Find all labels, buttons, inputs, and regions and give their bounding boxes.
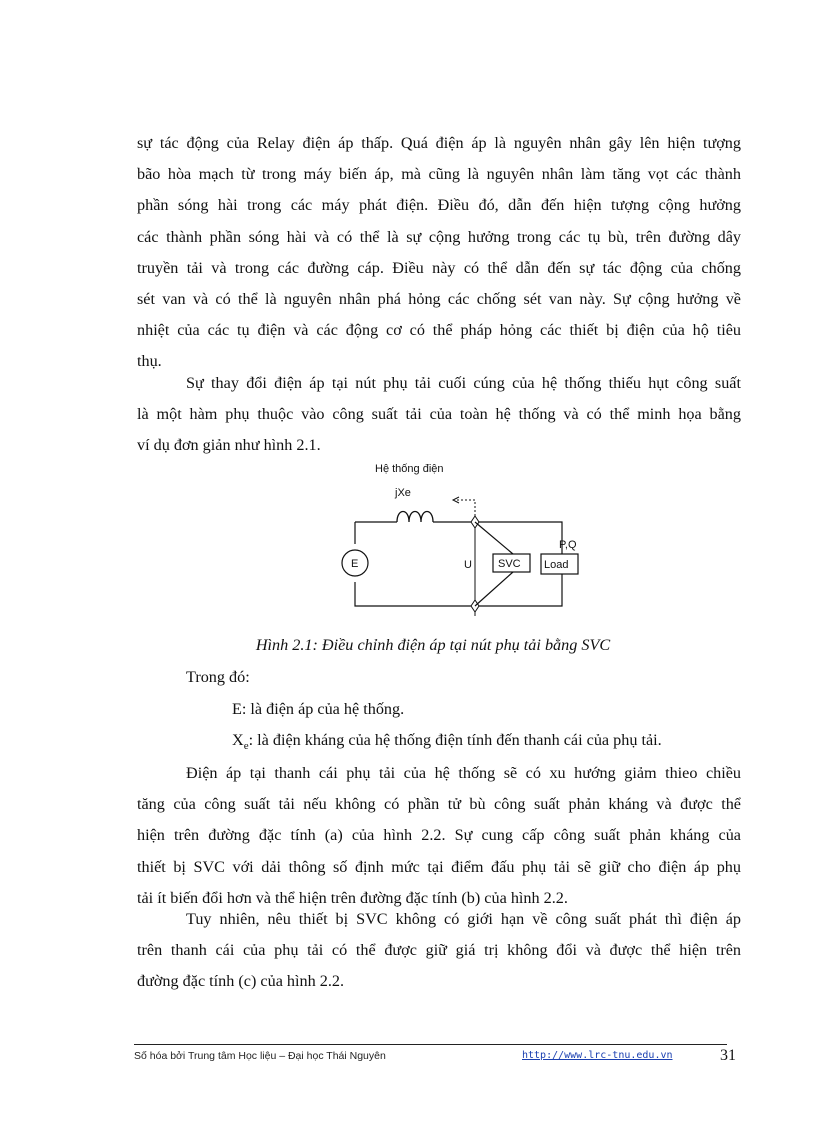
paragraph-line: bão hòa mạch từ trong máy biến áp, mà cũng là nguyên nhân làm tăng vọt các thành	[137, 165, 741, 184]
paragraph-line: tải ít biến đổi hơn và thể hiện trên đường đặc tính (b) của hình 2.2.	[137, 888, 568, 907]
inductor-coil	[397, 512, 433, 523]
wire-bottom-left	[355, 582, 475, 606]
figure-caption	[0, 636, 816, 655]
load-label: Load	[544, 559, 569, 571]
svc-wire-bottom	[475, 572, 513, 606]
wire-bottom-right	[475, 574, 562, 606]
source-label: E	[351, 558, 359, 570]
paragraph-line: tăng của công suất tải nếu không có phần tử bù công suất phản kháng và được thể	[137, 795, 741, 814]
power-label: P,Q	[559, 539, 577, 551]
paragraph-line: Tuy nhiên, nêu thiết bị SVC không có giới hạn về công suất phát thì điện áp	[186, 910, 741, 928]
paragraph-line: Sự thay đổi điện áp tại nút phụ tải cuối cúng của hệ thống thiếu hụt công suất	[186, 374, 741, 392]
paragraph-line: sự tác động của Relay điện áp thấp. Quá điện áp là nguyên nhân gây lên hiện tượng	[137, 134, 741, 152]
xe-symbol: X	[232, 731, 244, 749]
definition-e: E: là điện áp của hệ thống.	[232, 700, 405, 718]
footer-source: Số hóa bởi Trung tâm Học liệu – Đại học Thái Nguyên	[134, 1050, 386, 1062]
paragraph-line: các thành phần sóng hài và có thể là sự cộng hưởng trong các tụ bù, trên đường dây	[137, 227, 741, 246]
wire-top-right	[475, 522, 562, 554]
svc-label: SVC	[498, 558, 521, 570]
paragraph-2	[137, 368, 741, 462]
caption-text: Hình 2.1: Điều chỉnh điện áp tại nút phụ tải bằng SVC	[255, 636, 611, 654]
circuit-diagram	[335, 458, 595, 618]
paragraph-line: trên thanh cái của phụ tải có thể được giữ giá trị không đổi và được thể hiện trên	[137, 941, 741, 960]
footer-link[interactable]: http://www.lrc-tnu.edu.vn	[522, 1050, 673, 1061]
footer-divider	[134, 1044, 727, 1045]
paragraph-line: truyền tải và trong các đường cáp. Điều này có thể dẫn đến sự tác động của chống	[137, 258, 741, 277]
xe-subscript: e	[243, 740, 249, 753]
paragraph-4	[137, 904, 741, 998]
circuit-diagram-figure	[335, 458, 595, 618]
paragraph-3	[137, 758, 741, 914]
paragraph-line: sét van và có thể là nguyên nhân phá hỏng các chống sét van này. Sự cộng hưởng về	[137, 289, 741, 308]
figure-title: Hệ thống điện	[375, 463, 444, 475]
paragraph-line: là một hàm phụ thuộc vào công suất tải của toàn hệ thống và có thể minh họa bằng	[137, 405, 741, 424]
reactance-label: jXe	[395, 487, 411, 499]
definitions-intro: Trong đó:	[186, 668, 250, 686]
paragraph-line: thiết bị SVC với dải thông số định mức tại điểm đấu phụ tải sẽ giữ cho điện áp phụ	[137, 857, 741, 876]
paragraph-1	[137, 128, 741, 378]
svc-wire-top	[475, 522, 513, 554]
paragraph-line: nhiệt của các tụ điện và các động cơ có thể pháp hỏng các thiết bị điện của hộ tiêu	[137, 321, 741, 340]
page-number: 31	[720, 1047, 736, 1064]
xe-definition-text: : là điện kháng của hệ thống điện tính đến thanh cái của phụ tải.	[248, 731, 662, 749]
voltage-label: U	[464, 559, 472, 571]
definition-xe	[232, 731, 662, 752]
paragraph-line: đường đặc tính (c) của hình 2.2.	[137, 972, 345, 991]
paragraph-line: hiện trên đường đặc tính (a) của hình 2.2. Sự cung cấp công suất phản kháng của	[137, 826, 741, 845]
paragraph-line: phần sóng hài trong các máy phát điện. Điều đó, dẫn đến hiện tượng cộng hưởng	[137, 196, 741, 215]
paragraph-line: thụ.	[137, 352, 162, 371]
paragraph-line: Điện áp tại thanh cái phụ tải của hệ thống sẽ có xu hướng giảm thieo chiều	[186, 764, 741, 782]
paragraph-line: ví dụ đơn giản như hình 2.1.	[137, 436, 321, 455]
